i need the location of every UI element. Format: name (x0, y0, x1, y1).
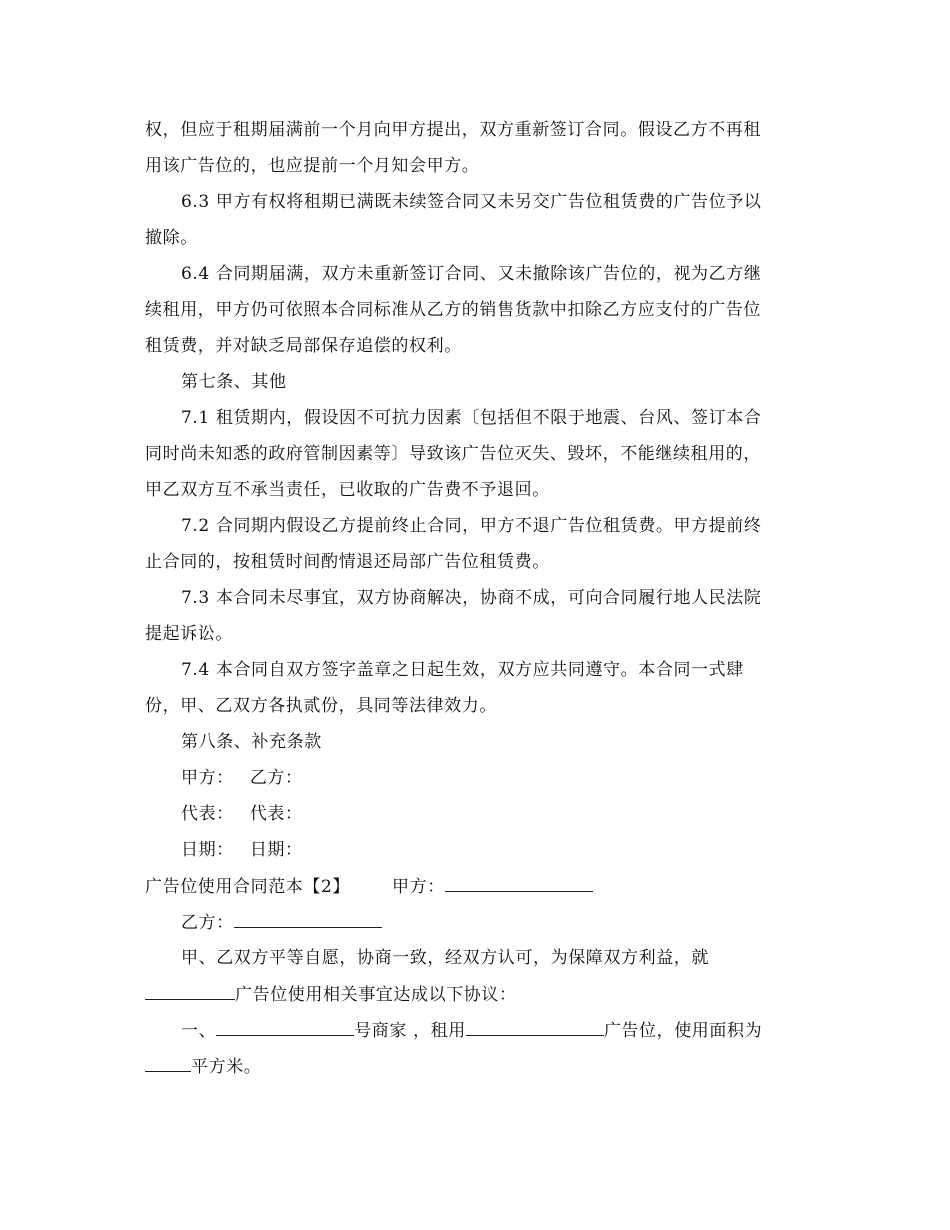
clause-one-mid: 号商家 ，租用 (354, 1021, 466, 1041)
paragraph-line: 撤除。 (145, 228, 198, 248)
contract-title: 广告位使用合同范本【2】 (145, 877, 351, 897)
merchant-no-blank (216, 1019, 354, 1036)
clause-one-prefix: 一、 (181, 1021, 217, 1041)
paragraph-line: 份，甲、乙双方各执贰份，具同等法律效力。 (145, 696, 497, 716)
party-b-field-label: 乙方： (181, 913, 234, 933)
subject-blank (145, 983, 235, 1000)
intro-line-2 (145, 983, 517, 1006)
party-a-blank (445, 875, 593, 892)
paragraph-line: 6.3 甲方有权将租期已满既未续签合同又未另交广告位租赁费的广告位予以 (181, 192, 762, 212)
clause-one-line-2 (145, 1055, 261, 1078)
section-heading: 第七条、其他 (181, 372, 287, 392)
contract-title-row (145, 875, 593, 898)
party-a-field-label: 甲方： (392, 877, 445, 897)
date-b-label: 日期： (249, 840, 303, 860)
rep-b-label: 代表： (249, 804, 303, 824)
intro-line: 甲、乙双方平等自愿，协商一致，经双方认可，为保障双方利益，就 (181, 948, 709, 968)
signature-party-row (181, 767, 303, 789)
signature-date-row (181, 839, 303, 861)
party-b-label: 乙方： (249, 768, 303, 788)
paragraph-line: 止合同的，按租赁时间酌情退还局部广告位租赁费。 (145, 552, 550, 572)
area-unit: 平方米。 (191, 1057, 262, 1077)
paragraph-line: 7.1 租赁期内，假设因不可抗力因素〔包括但不限于地震、台风、签订本合 (181, 408, 762, 428)
area-blank (145, 1055, 191, 1072)
paragraph-line: 7.2 合同期内假设乙方提前终止合同，甲方不退广告位租赁费。甲方提前终 (181, 516, 762, 536)
paragraph-line: 7.3 本合同未尽事宜，双方协商解决，协商不成，可向合同履行地人民法院 (181, 588, 762, 608)
party-b-blank (234, 911, 382, 928)
paragraph-line: 同时尚未知悉的政府管制因素等〕导致该广告位灭失、毁坏，不能继续租用的， (145, 444, 761, 464)
ad-position-blank (466, 1019, 604, 1036)
party-b-row (181, 911, 382, 934)
paragraph-line: 甲乙双方互不承当责任，已收取的广告费不予退回。 (145, 480, 550, 500)
paragraph-line: 6.4 合同期届满，双方未重新签订合同、又未撤除该广告位的，视为乙方继 (181, 264, 762, 284)
paragraph-line: 权，但应于租期届满前一个月向甲方提出，双方重新签订合同。假设乙方不再租 (145, 120, 761, 140)
clause-one-suffix: 广告位，使用面积为 (603, 1021, 763, 1041)
paragraph-line: 用该广告位的，也应提前一个月知会甲方。 (145, 156, 480, 176)
paragraph-line: 7.4 本合同自双方签字盖章之日起生效，双方应共同遵守。本合同一式肆 (181, 660, 744, 680)
paragraph-line: 续租用，甲方仍可依照本合同标准从乙方的销售货款中扣除乙方应支付的广告位 (145, 300, 761, 320)
clause-one-line (181, 1019, 762, 1042)
paragraph-line: 提起诉讼。 (145, 624, 233, 644)
signature-rep-row (181, 803, 303, 825)
section-heading: 第八条、补充条款 (181, 732, 322, 752)
party-a-label: 甲方： (181, 768, 234, 788)
paragraph-line: 租赁费，并对缺乏局部保存追偿的权利。 (145, 336, 462, 356)
intro-text: 广告位使用相关事宜达成以下协议： (235, 985, 517, 1005)
date-a-label: 日期： (181, 840, 234, 860)
rep-a-label: 代表： (181, 804, 234, 824)
